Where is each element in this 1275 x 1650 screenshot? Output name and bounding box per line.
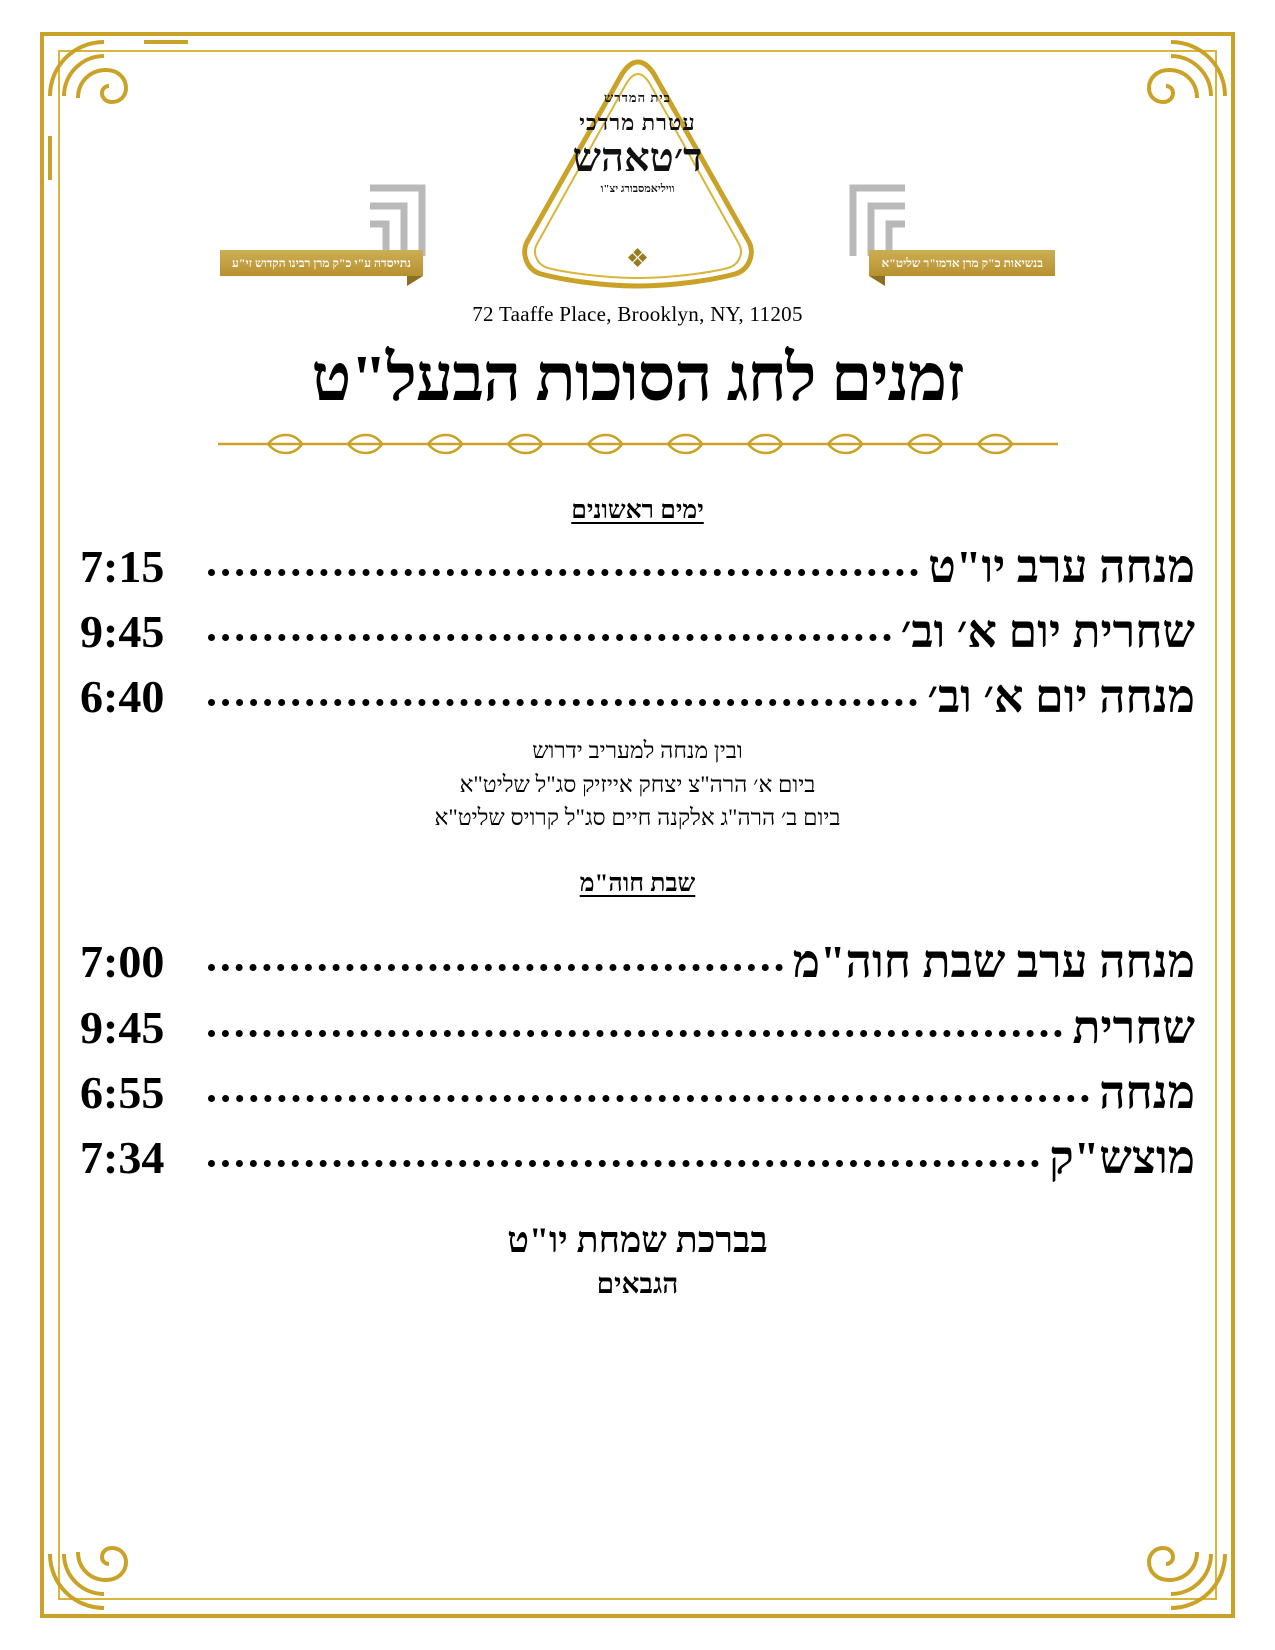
schedule-time: 6:55 bbox=[80, 1066, 165, 1118]
document-body bbox=[80, 50, 1195, 1301]
ribbon-founder: נתייסדה ע"י כ"ק מרן רבינו הקדוש זי"ע bbox=[220, 250, 423, 276]
emblem-line-4: וויליאמסבורג יצ"ו bbox=[600, 183, 675, 195]
leader-dots bbox=[208, 569, 918, 576]
leader-dots bbox=[208, 1030, 1062, 1037]
note-line: ביום ב׳ הרה"ג אלקנה חיים סג"ל קרויס שליט"א bbox=[434, 805, 841, 831]
section-heading: ימים ראשונים bbox=[571, 496, 704, 524]
schedule-time: 9:45 bbox=[80, 1001, 165, 1053]
leader-dots bbox=[208, 634, 891, 641]
schedule-section-first-days bbox=[80, 497, 1195, 835]
schedule-row bbox=[80, 604, 1195, 659]
schedule-row bbox=[80, 1065, 1195, 1120]
emblem-text bbox=[80, 90, 1195, 195]
schedule-time: 7:15 bbox=[80, 540, 165, 592]
closing-line-1: בברכת שמחת יו"ט bbox=[507, 1220, 768, 1261]
emblem-line-3: ד׳טאהש bbox=[572, 135, 703, 180]
leader-dots bbox=[208, 1160, 1039, 1167]
schedule-time: 6:40 bbox=[80, 671, 165, 723]
schedule-rows bbox=[80, 539, 1195, 725]
schedule-label: מנחה bbox=[1099, 1066, 1195, 1118]
address-line: 72 Taaffe Place, Brooklyn, NY, 11205 bbox=[472, 302, 803, 326]
letterhead bbox=[80, 50, 1195, 300]
page-title: זמנים לחג הסוכות הבעל"ט bbox=[311, 342, 964, 415]
note-line: ביום א׳ הרה"צ יצחק אייזיק סג"ל שליט"א bbox=[459, 771, 816, 797]
schedule-row bbox=[80, 1130, 1195, 1185]
schedule-time: 9:45 bbox=[80, 606, 165, 658]
note-line: ובין מנחה למעריב ידרוש bbox=[532, 738, 743, 764]
schedule-label: מנחה ערב יו"ט bbox=[928, 540, 1195, 592]
schedule-time: 7:34 bbox=[80, 1132, 165, 1184]
schedule-label: שחרית bbox=[1072, 1001, 1195, 1053]
schedule-label: מנחה יום א׳ וב׳ bbox=[927, 671, 1195, 723]
leader-dots bbox=[208, 699, 917, 706]
schedule-label: שחרית יום א׳ וב׳ bbox=[900, 606, 1195, 658]
schedule-section-shabbos-chol-hamoed bbox=[80, 870, 1195, 1185]
schedule-row bbox=[80, 539, 1195, 594]
closing-line-2: הגבאים bbox=[596, 1269, 679, 1301]
emblem-line-2: עטרת מרדכי bbox=[579, 110, 696, 135]
spacer bbox=[80, 912, 1195, 930]
schedule-label: מוצש"ק bbox=[1049, 1132, 1195, 1184]
closing-blessing bbox=[80, 1219, 1195, 1301]
schedule-label: מנחה ערב שבת חוה"מ bbox=[792, 936, 1195, 988]
section-notes bbox=[80, 734, 1195, 834]
schedule-row bbox=[80, 1000, 1195, 1055]
emblem-line-1: בית המדרש bbox=[604, 90, 671, 105]
section-heading: שבת חוה"מ bbox=[579, 870, 696, 898]
leader-dots bbox=[208, 964, 783, 971]
ribbon-presidency: בנשיאות כ"ק מרן אדמו"ר שליט"א bbox=[869, 250, 1055, 276]
schedule-time: 7:00 bbox=[80, 936, 165, 988]
crest-seal-icon: ❖ bbox=[625, 244, 650, 273]
schedule-row bbox=[80, 934, 1195, 989]
schedule-row bbox=[80, 669, 1195, 724]
leader-dots bbox=[208, 1095, 1089, 1102]
divider-flourish bbox=[208, 427, 1068, 461]
schedule-rows bbox=[80, 934, 1195, 1185]
